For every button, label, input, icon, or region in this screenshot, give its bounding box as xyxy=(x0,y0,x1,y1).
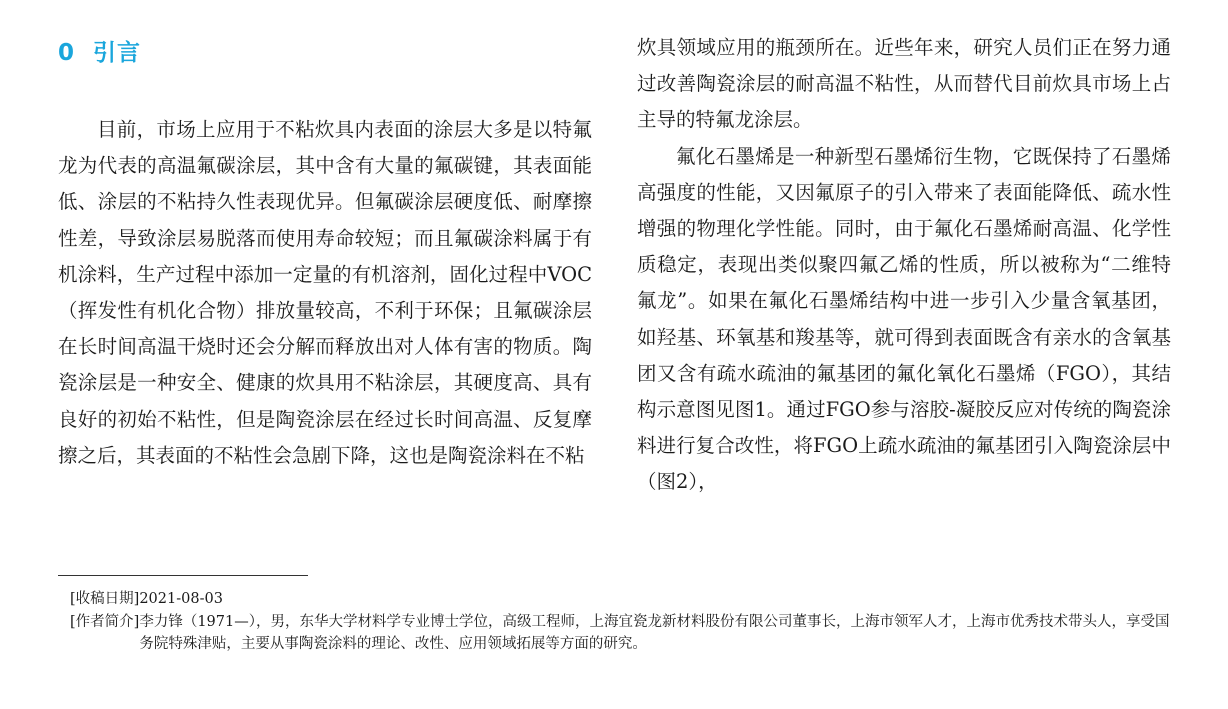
author-bio-note xyxy=(70,611,1175,656)
section-number: 0 xyxy=(58,40,76,66)
author-bio-label: [作者简介] xyxy=(70,613,140,630)
footnotes xyxy=(70,588,1175,656)
left-column xyxy=(58,112,592,474)
right-column xyxy=(637,30,1171,501)
author-bio-text: 李力锋（1971—），男，东华大学材料学专业博士学位，高级工程师，上海宜瓷龙新材料股份有限公司董事长，上海市领军人才，上海市优秀技术带头人，享受国务院特殊津贴，主要从事陶瓷涂料的理论、改性、应用领域拓展等方面的研究。 xyxy=(139,613,1170,652)
fluorinated-graphene-paragraph: 氟化石墨烯是一种新型石墨烯衍生物，它既保持了石墨烯高强度的性能，又因氟原子的引入带来了表面能降低、疏水性增强的物理化学性能。同时，由于氟化石墨烯耐高温、化学性质稳定，表现出类似聚四氟乙烯的性质，所以被称为“二维特氟龙”。如果在氟化石墨烯结构中进一步引入少量含氧基团，如羟基、环氧基和羧基等，就可得到表面既含有亲水的含氧基团又含有疏水疏油的氟基团的氟化氧化石墨烯（FGO），其结构示意图见图1。通过FGO参与溶胶-凝胶反应对传统的陶瓷涂料进行复合改性，将FGO上疏水疏油的氟基团引入陶瓷涂层中（图2）， xyxy=(637,144,1171,494)
continued-paragraph: 炊具领域应用的瓶颈所在。近些年来，研究人员们正在努力通过改善陶瓷涂层的耐高温不粘性，从而替代目前炊具市场上占主导的特氟龙涂层。 xyxy=(637,36,1171,132)
section-title: 引言 xyxy=(93,40,142,66)
received-date-label: [收稿日期] xyxy=(70,591,140,607)
section-heading xyxy=(58,34,141,67)
footnote-divider xyxy=(58,575,308,576)
received-date-value: 2021-08-03 xyxy=(139,591,223,607)
intro-paragraph: 目前，市场上应用于不粘炊具内表面的涂层大多是以特氟龙为代表的高温氟碳涂层，其中含有大量的氟碳键，其表面能低、涂层的不粘持久性表现优异。但氟碳涂层硬度低、耐摩擦性差，导致涂层易脱落而使用寿命较短；而且氟碳涂料属于有机涂料，生产过程中添加一定量的有机溶剂，固化过程中VOC（挥发性有机化合物）排放量较高，不利于环保；且氟碳涂层在长时间高温干烧时还会分解而释放出对人体有害的物质。陶瓷涂层是一种安全、健康的炊具用不粘涂层，其硬度高、具有良好的初始不粘性，但是陶瓷涂层在经过长时间高温、反复摩擦之后，其表面的不粘性会急剧下降，这也是陶瓷涂料在不粘 xyxy=(58,118,592,467)
received-date-note xyxy=(70,588,1175,611)
